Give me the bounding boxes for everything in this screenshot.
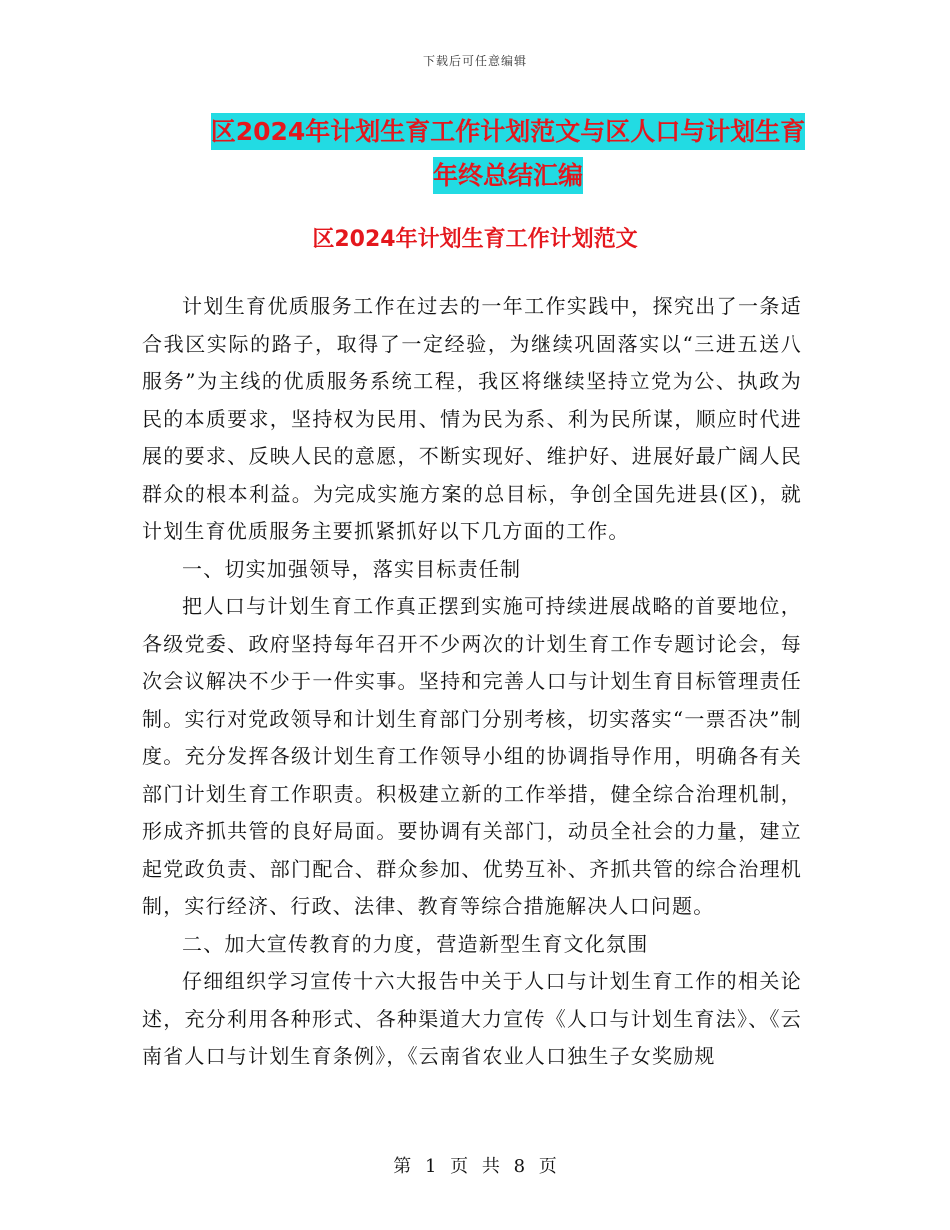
body-paragraph-intro: 计划生育优质服务工作在过去的一年工作实践中，探究出了一条适合我区实际的路子，取得了一定经验，为继续巩固落实以“三进五送八服务”为主线的优质服务系统工程，我区将继续坚持立党为公、执政为民的本质要求，坚持权为民用、情为民为系、利为民所谋，顺应时代进展的要求、反映人民的意愿，不断实现好、维护好、进展好最广阔人民群众的根本利益。为完成实施方案的总目标，争创全国先进县(区)，就计划生育优质服务主要抓紧抓好以下几方面的工作。 xyxy=(142,294,802,543)
document-title-line-1: 区2024年计划生育工作计划范文与区人口与计划生育 xyxy=(211,113,806,150)
document-title xyxy=(188,110,828,198)
document-title-line-2: 年终总结汇编 xyxy=(433,157,583,194)
document-body xyxy=(142,288,802,1076)
body-subheading-leadership: 一、切实加强领导，落实目标责任制 xyxy=(182,556,522,581)
section-title: 区2024年计划生育工作计划范文 xyxy=(312,227,638,252)
body-paragraph-publicity: 仔细组织学习宣传十六大报告中关于人口与计划生育工作的相关论述，充分利用各种形式、各种渠道大力宣传《人口与计划生育法》、《云南省人口与计划生育条例》，《云南省农业人口独生子女奖励规 xyxy=(142,969,802,1068)
header-note: 下载后可任意编辑 xyxy=(422,54,527,68)
page-indicator: 第 1 页 共 8 页 xyxy=(393,1156,557,1177)
body-subheading-publicity: 二、加大宣传教育的力度，营造新型生育文化氛围 xyxy=(182,931,649,956)
body-paragraph-leadership: 把人口与计划生育工作真正摆到实施可持续进展战略的首要地位，各级党委、政府坚持每年召开不少两次的计划生育工作专题讨论会，每次会议解决不少于一件实事。坚持和完善人口与计划生育目标管理责任制。实行对党政领导和计划生育部门分别考核，切实落实“一票否决”制度。充分发挥各级计划生育工作领导小组的协调指导作用，明确各有关部门计划生育工作职责。积极建立新的工作举措，健全综合治理机制，形成齐抓共管的良好局面。要协调有关部门，动员全社会的力量，建立起党政负责、部门配合、群众参加、优势互补、齐抓共管的综合治理机制，实行经济、行政、法律、教育等综合措施解决人口问题。 xyxy=(142,594,802,918)
